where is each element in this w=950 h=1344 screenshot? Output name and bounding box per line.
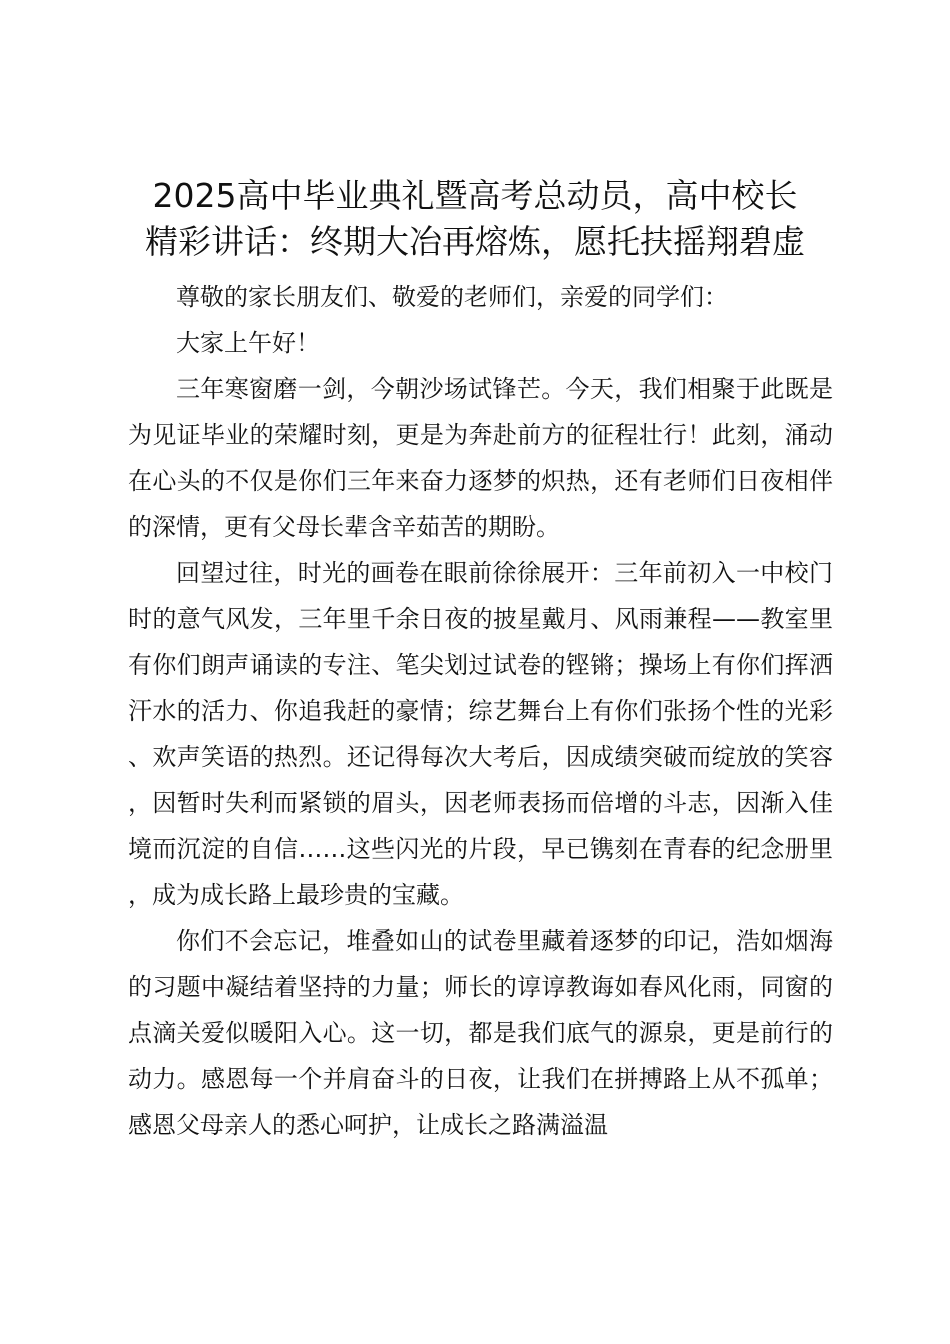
body-paragraph: 回望过往，时光的画卷在眼前徐徐展开：三年前初入一中校门时的意气风发，三年里千余日夜的披星戴月、风雨兼程——教室里有你们朗声诵读的专注、笔尖划过试卷的铿锵；操场上有你们挥洒汗水的活力、你追我赶的豪情；综艺舞台上有你们张扬个性的光彩、欢声笑语的热烈。还记得每次大考后，因成绩突破而绽放的笑容，因暂时失利而紧锁的眉头，因老师表扬而倍增的斗志，因渐入佳境而沉淀的自信……这些闪光的片段，早已镌刻在青春的纪念册里，成为成长路上最珍贵的宝藏。 (128, 559, 833, 909)
document-body (128, 274, 833, 1148)
document-title-line-1: 2025高中毕业典礼暨高考总动员，高中校长 (152, 176, 798, 215)
body-paragraph: 三年寒窗磨一剑，今朝沙场试锋芒。今天，我们相聚于此既是为见证毕业的荣耀时刻，更是为奔赴前方的征程壮行！此刻，涌动在心头的不仅是你们三年来奋力逐梦的炽热，还有老师们日夜相伴的深情，更有父母长辈含辛茹苦的期盼。 (128, 375, 833, 541)
salutation-paragraph: 尊敬的家长朋友们、敬爱的老师们，亲爱的同学们： (176, 283, 728, 311)
body-paragraph: 你们不会忘记，堆叠如山的试卷里藏着逐梦的印记，浩如烟海的习题中凝结着坚持的力量；师长的谆谆教诲如春风化雨，同窗的点滴关爱似暖阳入心。这一切，都是我们底气的源泉，更是前行的动力。感恩每一个并肩奋斗的日夜，让我们在拼搏路上从不孤单；感恩父母亲人的悉心呵护，让成长之路满溢温 (128, 927, 833, 1139)
document-title-line-2: 精彩讲话：终期大冶再熔炼，愿托扶摇翔碧虚 (145, 222, 805, 261)
greeting-paragraph: 大家上午好！ (176, 329, 320, 357)
